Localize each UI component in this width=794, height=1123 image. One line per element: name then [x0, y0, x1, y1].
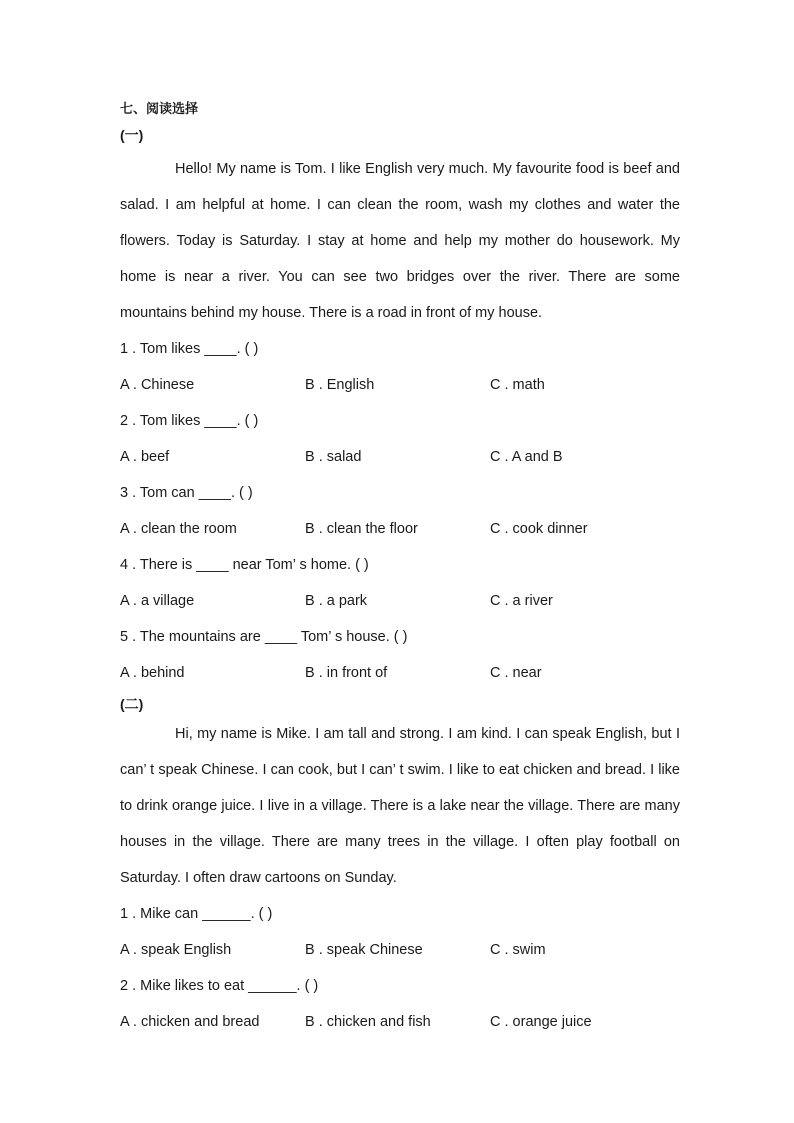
option-b: B . speak Chinese — [305, 942, 423, 958]
option-b: B . clean the floor — [305, 521, 418, 537]
option-a: A . beef — [120, 449, 170, 465]
option-b: B . salad — [305, 449, 362, 465]
option-c: C . orange juice — [490, 1014, 592, 1030]
question-1-1: 1 . Tom likes ____. ( ) — [120, 341, 259, 357]
option-c: C . near — [490, 665, 542, 681]
options-1-4 — [120, 583, 680, 619]
question-1-4: 4 . There is ____ near Tom’ s home. ( ) — [120, 557, 369, 573]
option-b: B . English — [305, 377, 375, 393]
options-1-3 — [120, 511, 680, 547]
option-a: A . speak English — [120, 942, 232, 958]
question-2-2: 2 . Mike likes to eat ______. ( ) — [120, 978, 319, 994]
options-2-1 — [120, 932, 680, 968]
part-1-label: (一) — [120, 127, 144, 143]
options-1-5 — [120, 655, 680, 691]
option-b: B . in front of — [305, 665, 388, 681]
options-1-1 — [120, 367, 680, 403]
question-1-2: 2 . Tom likes ____. ( ) — [120, 413, 259, 429]
option-c: C . cook dinner — [490, 521, 588, 537]
option-b: B . a park — [305, 593, 368, 609]
section-title: 七、阅读选择 — [120, 101, 199, 116]
option-a: A . chicken and bread — [120, 1014, 260, 1030]
option-b: B . chicken and fish — [305, 1014, 431, 1030]
exam-page — [120, 96, 680, 1040]
option-c: C . a river — [490, 593, 553, 609]
option-c: C . math — [490, 377, 545, 393]
options-2-2 — [120, 1004, 680, 1040]
part-2-label: (二) — [120, 696, 144, 712]
option-a: A . behind — [120, 665, 185, 681]
option-a: A . a village — [120, 593, 195, 609]
option-a: A . Chinese — [120, 377, 195, 393]
option-a: A . clean the room — [120, 521, 237, 537]
option-c: C . A and B — [490, 449, 563, 465]
question-1-5: 5 . The mountains are ____ Tom’ s house. ( ) — [120, 629, 408, 645]
part-1-passage: Hello! My name is Tom. I like English very much. My favourite food is beef and salad. I am helpful at home. I can clean the room, wash my clothes and water the flowers. Today is Saturday. I stay at home and help my mother do housework. My home is near a river. You can see two bridges over the river. There are some mountains behind my house. There is a road in front of my house. — [120, 161, 680, 321]
options-1-2 — [120, 439, 680, 475]
question-1-3: 3 . Tom can ____. ( ) — [120, 485, 253, 501]
option-c: C . swim — [490, 942, 546, 958]
question-2-1: 1 . Mike can ______. ( ) — [120, 906, 273, 922]
part-2-passage: Hi, my name is Mike. I am tall and strong. I am kind. I can speak English, but I can’ t speak Chinese. I can cook, but I can’ t swim. I like to eat chicken and bread. I like to drink orange juice. I live in a village. There is a lake near the village. There are many houses in the village. There are many trees in the village. I often play football on Saturday. I often draw cartoons on Sunday. — [120, 726, 680, 886]
